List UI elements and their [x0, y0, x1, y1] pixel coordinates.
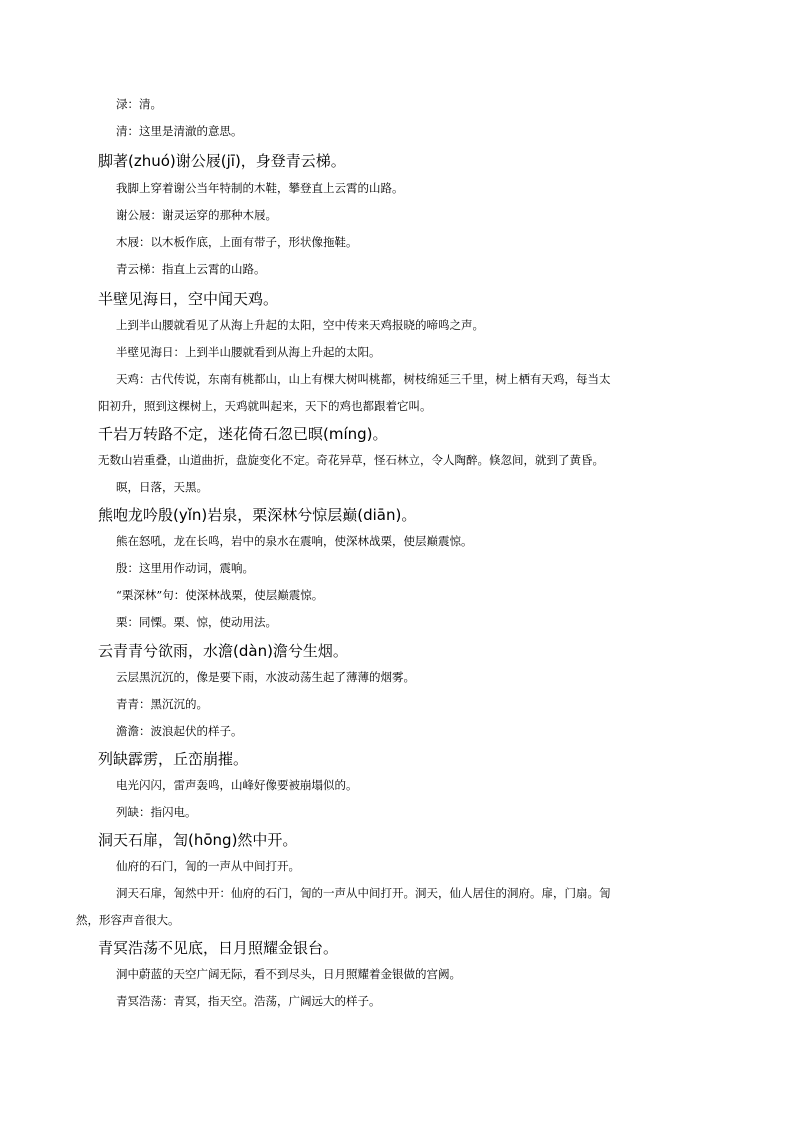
annotation-line: 列缺：指闪电。 [116, 805, 197, 819]
annotation-line: 渌：清。 [116, 97, 162, 111]
verse-line: 脚著(zhuó)谢公屐(jī)，身登青云梯。 [98, 152, 346, 170]
annotation-line-continued: 阳初升，照到这棵树上，天鸡就叫起来，天下的鸡也都跟着它叫。 [98, 399, 432, 413]
annotation-line: 云层黑沉沉的，像是要下雨，水波动荡生起了薄薄的烟雾。 [116, 670, 415, 684]
annotation-line: 青云梯：指直上云霄的山路。 [116, 262, 266, 276]
annotation-line: 天鸡：古代传说，东南有桃都山，山上有棵大树叫桃都，树枝绵延三千里，树上栖有天鸡，每当太 [116, 372, 611, 386]
verse-line: 熊咆龙吟殷(yǐn)岩泉，栗深林兮惊层巅(diān)。 [98, 506, 417, 524]
annotation-line: 洞中蔚蓝的天空广阔无际，看不到尽头，日月照耀着金银做的宫阙。 [116, 967, 461, 981]
annotation-line: 暝，日落，天黑。 [116, 480, 208, 494]
annotation-line: 澹澹：波浪起伏的样子。 [116, 724, 243, 738]
verse-line: 列缺霹雳，丘峦崩摧。 [98, 750, 249, 768]
annotation-line: 殷：这里用作动词，震响。 [116, 561, 254, 575]
verse-line: 千岩万转路不定，迷花倚石忽已暝(míng)。 [98, 425, 388, 443]
annotation-line-continued: 然，形容声音很大。 [76, 913, 180, 927]
verse-line: 洞天石扉，訇(hōng)然中开。 [98, 831, 298, 849]
verse-line: 青冥浩荡不见底，日月照耀金银台。 [98, 939, 339, 957]
annotation-line: 青冥浩荡：青冥，指天空。浩荡，广阔远大的样子。 [116, 994, 381, 1008]
annotation-line: 上到半山腰就看见了从海上升起的太阳，空中传来天鸡报晓的啼鸣之声。 [116, 318, 484, 332]
annotation-line: “栗深林”句：使深林战栗，使层巅震惊。 [116, 588, 324, 602]
annotation-line: 洞天石扉，訇然中开：仙府的石门，訇的一声从中间打开。洞天，仙人居住的洞府。扉，门扇。訇 [116, 886, 611, 900]
annotation-line: 木屐：以木板作底，上面有带子，形状像拖鞋。 [116, 235, 358, 249]
annotation-line: 我脚上穿着谢公当年特制的木鞋，攀登直上云霄的山路。 [116, 181, 404, 195]
annotation-line: 栗：同慄。栗、惊，使动用法。 [116, 615, 277, 629]
verse-line: 半壁见海日，空中闻天鸡。 [98, 290, 279, 308]
annotation-line: 仙府的石门，訇的一声从中间打开。 [116, 859, 300, 873]
verse-line: 云青青兮欲雨，水澹(dàn)澹兮生烟。 [98, 642, 348, 660]
annotation-line: 青青：黑沉沉的。 [116, 697, 208, 711]
annotation-line: 清：这里是清澈的意思。 [116, 124, 243, 138]
annotation-line: 无数山岩重叠，山道曲折，盘旋变化不定。奇花异草，怪石林立，令人陶醉。倏忽间，就到了黄昏。 [98, 453, 604, 467]
annotation-line: 半壁见海日：上到半山腰就看到从海上升起的太阳。 [116, 345, 381, 359]
annotation-line: 电光闪闪，雷声轰鸣，山峰好像要被崩塌似的。 [116, 778, 358, 792]
annotation-line: 谢公屐：谢灵运穿的那种木屐。 [116, 208, 277, 222]
annotation-line: 熊在怒吼，龙在长鸣，岩中的泉水在震响，使深林战栗，使层巅震惊。 [116, 534, 473, 548]
